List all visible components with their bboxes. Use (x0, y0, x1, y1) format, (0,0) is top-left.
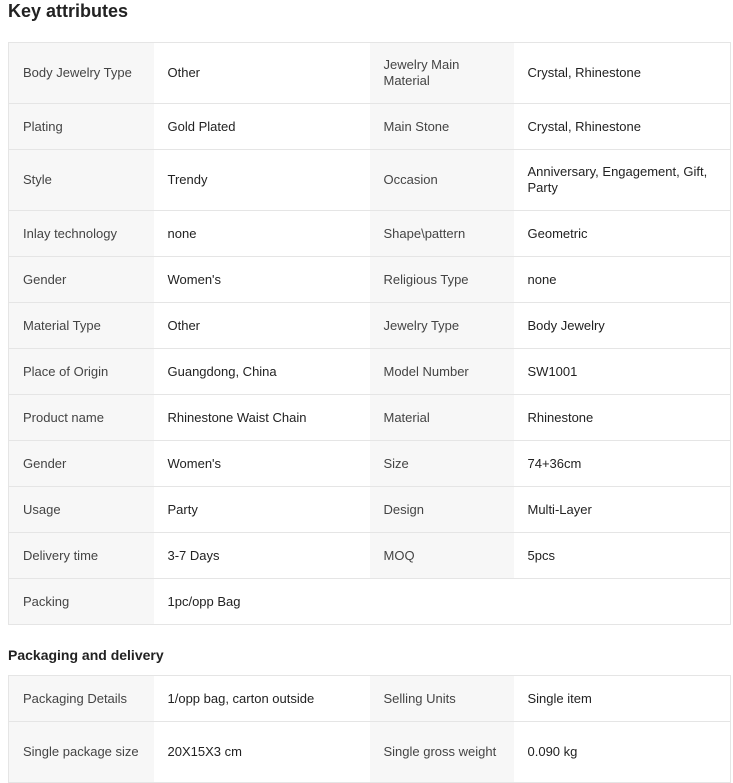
attribute-label: Material (370, 395, 514, 441)
attribute-value: 0.090 kg (514, 722, 731, 783)
packaging-table (8, 675, 731, 783)
attribute-value: 74+36cm (514, 441, 731, 487)
attribute-value: Rhinestone (514, 395, 731, 441)
table-row (9, 395, 731, 441)
attribute-value: 1pc/opp Bag (154, 579, 370, 625)
attribute-value: Crystal, Rhinestone (514, 104, 731, 150)
packaging-heading: Packaging and delivery (8, 647, 164, 663)
attribute-value: Gold Plated (154, 104, 370, 150)
attribute-label: Single gross weight (370, 722, 514, 783)
attribute-label: Product name (9, 395, 154, 441)
attribute-label: Plating (9, 104, 154, 150)
empty-cell (514, 579, 731, 625)
attribute-label: Usage (9, 487, 154, 533)
attribute-label: Single package size (9, 722, 154, 783)
attribute-label: MOQ (370, 533, 514, 579)
attribute-label: Size (370, 441, 514, 487)
attribute-value: Single item (514, 676, 731, 722)
attribute-label: Selling Units (370, 676, 514, 722)
table-row (9, 104, 731, 150)
table-row (9, 150, 731, 211)
table-row (9, 211, 731, 257)
attribute-label: Style (9, 150, 154, 211)
attribute-value: Other (154, 43, 370, 104)
attribute-value: 20X15X3 cm (154, 722, 370, 783)
attribute-label: Jewelry Main Material (370, 43, 514, 104)
table-row (9, 579, 731, 625)
attribute-label: Gender (9, 257, 154, 303)
attribute-value: Other (154, 303, 370, 349)
attribute-value: Women's (154, 441, 370, 487)
attribute-label: Packaging Details (9, 676, 154, 722)
attribute-label: Design (370, 487, 514, 533)
attribute-value: 5pcs (514, 533, 731, 579)
table-row (9, 43, 731, 104)
attribute-label: Delivery time (9, 533, 154, 579)
attribute-label: Religious Type (370, 257, 514, 303)
table-row (9, 303, 731, 349)
attribute-label: Body Jewelry Type (9, 43, 154, 104)
attribute-value: Geometric (514, 211, 731, 257)
attribute-value: Women's (154, 257, 370, 303)
attribute-label: Jewelry Type (370, 303, 514, 349)
attribute-value: SW1001 (514, 349, 731, 395)
table-row (9, 257, 731, 303)
table-row (9, 722, 731, 783)
attribute-label: Gender (9, 441, 154, 487)
attribute-value: 1/opp bag, carton outside (154, 676, 370, 722)
attribute-label: Place of Origin (9, 349, 154, 395)
attribute-value: Body Jewelry (514, 303, 731, 349)
attribute-value: Rhinestone Waist Chain (154, 395, 370, 441)
attribute-value: Multi-Layer (514, 487, 731, 533)
attribute-label: Main Stone (370, 104, 514, 150)
table-row (9, 487, 731, 533)
attribute-label: Inlay technology (9, 211, 154, 257)
attribute-label: Packing (9, 579, 154, 625)
attribute-value: 3-7 Days (154, 533, 370, 579)
attribute-value: Guangdong, China (154, 349, 370, 395)
attribute-label: Material Type (9, 303, 154, 349)
empty-cell (370, 579, 514, 625)
attribute-value: Trendy (154, 150, 370, 211)
attribute-value: Party (154, 487, 370, 533)
table-row (9, 349, 731, 395)
attribute-value: none (154, 211, 370, 257)
table-row (9, 533, 731, 579)
attribute-label: Shape\pattern (370, 211, 514, 257)
attribute-value: Anniversary, Engagement, Gift, Party (514, 150, 731, 211)
attribute-label: Occasion (370, 150, 514, 211)
attribute-value: Crystal, Rhinestone (514, 43, 731, 104)
key-attributes-heading: Key attributes (8, 1, 129, 21)
table-row (9, 676, 731, 722)
key-attributes-table (8, 42, 731, 625)
table-row (9, 441, 731, 487)
attribute-value: none (514, 257, 731, 303)
attribute-label: Model Number (370, 349, 514, 395)
